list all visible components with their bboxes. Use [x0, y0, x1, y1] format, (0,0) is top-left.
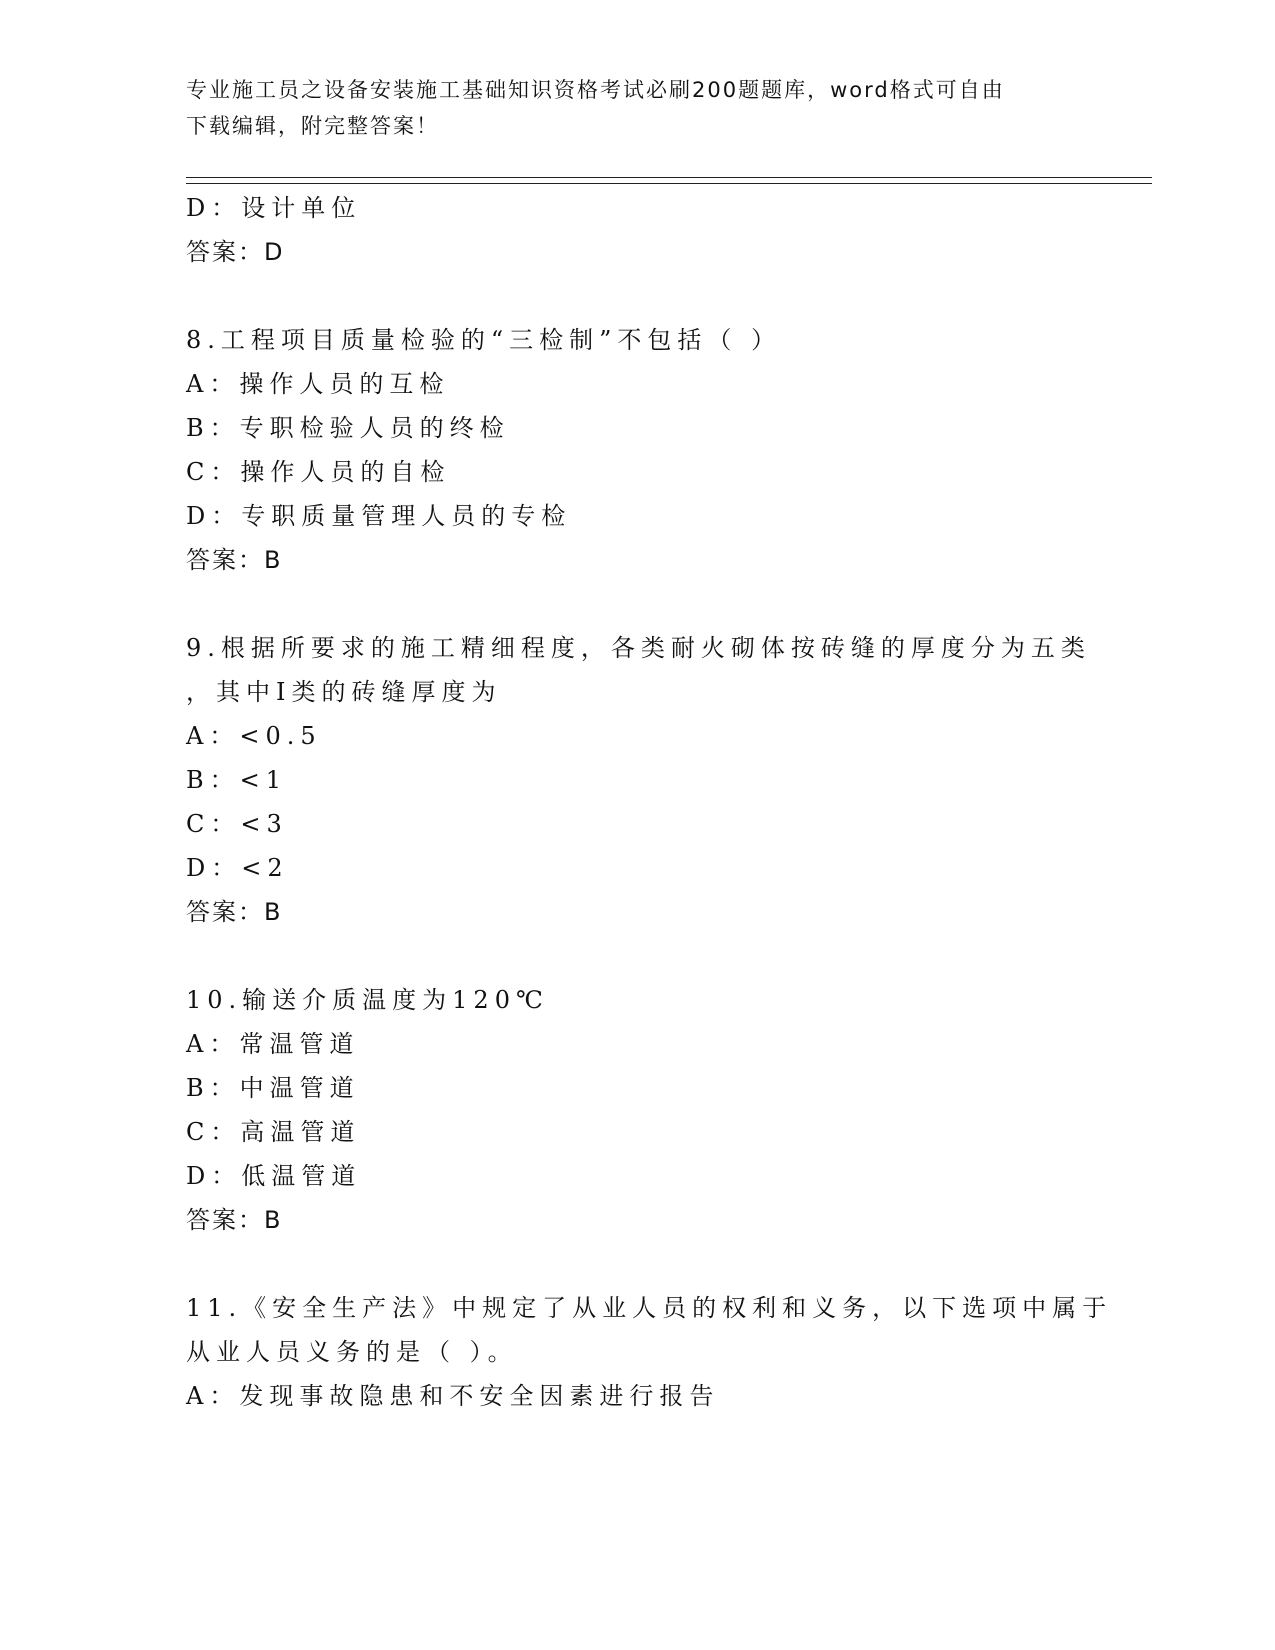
q10-answer: 答案：B — [186, 1206, 283, 1234]
q11-question-line-2: 从业人员义务的是（ ）。 — [186, 1338, 518, 1366]
q8-option-b: B：专职检验人员的终检 — [186, 414, 510, 442]
q8-option-d: D：专职质量管理人员的专检 — [186, 502, 572, 530]
q8-option-c: C：操作人员的自检 — [186, 458, 451, 486]
header-divider-top — [186, 177, 1152, 178]
q10-option-a: A：常温管道 — [186, 1030, 360, 1058]
q9-answer: 答案：B — [186, 898, 283, 926]
q9-option-b: B：<1 — [186, 766, 288, 794]
document-header — [186, 72, 1086, 144]
q11-question-line-1: 11.《安全生产法》中规定了从业人员的权利和义务，以下选项中属于 — [186, 1294, 1113, 1322]
q8-option-a: A：操作人员的互检 — [186, 370, 450, 398]
q9-question-line-1: 9.根据所要求的施工精细程度，各类耐火砌体按砖缝的厚度分为五类 — [186, 634, 1091, 662]
prev-option-d: D：设计单位 — [186, 194, 362, 222]
q10-question: 10.输送介质温度为120℃ — [186, 986, 549, 1014]
header-divider-bottom — [186, 183, 1152, 184]
q8-question: 8.工程项目质量检验的“三检制”不包括（ ） — [186, 326, 782, 354]
q11-option-a: A：发现事故隐患和不安全因素进行报告 — [186, 1382, 720, 1410]
q10-option-b: B：中温管道 — [186, 1074, 360, 1102]
q9-question-line-2: ，其中Ⅰ类的砖缝厚度为 — [186, 678, 502, 706]
q10-option-c: C：高温管道 — [186, 1118, 361, 1146]
q8-answer: 答案：B — [186, 546, 283, 574]
q10-option-d: D：低温管道 — [186, 1162, 362, 1190]
header-line-1: 专业施工员之设备安装施工基础知识资格考试必刷200题题库，word格式可自由 — [186, 78, 1005, 102]
prev-answer: 答案：D — [186, 238, 285, 266]
header-line-2: 下载编辑，附完整答案！ — [186, 114, 439, 138]
q9-option-a: A：<0.5 — [186, 722, 322, 750]
q9-option-c: C：<3 — [186, 810, 288, 838]
q9-option-d: D：<2 — [186, 854, 289, 882]
